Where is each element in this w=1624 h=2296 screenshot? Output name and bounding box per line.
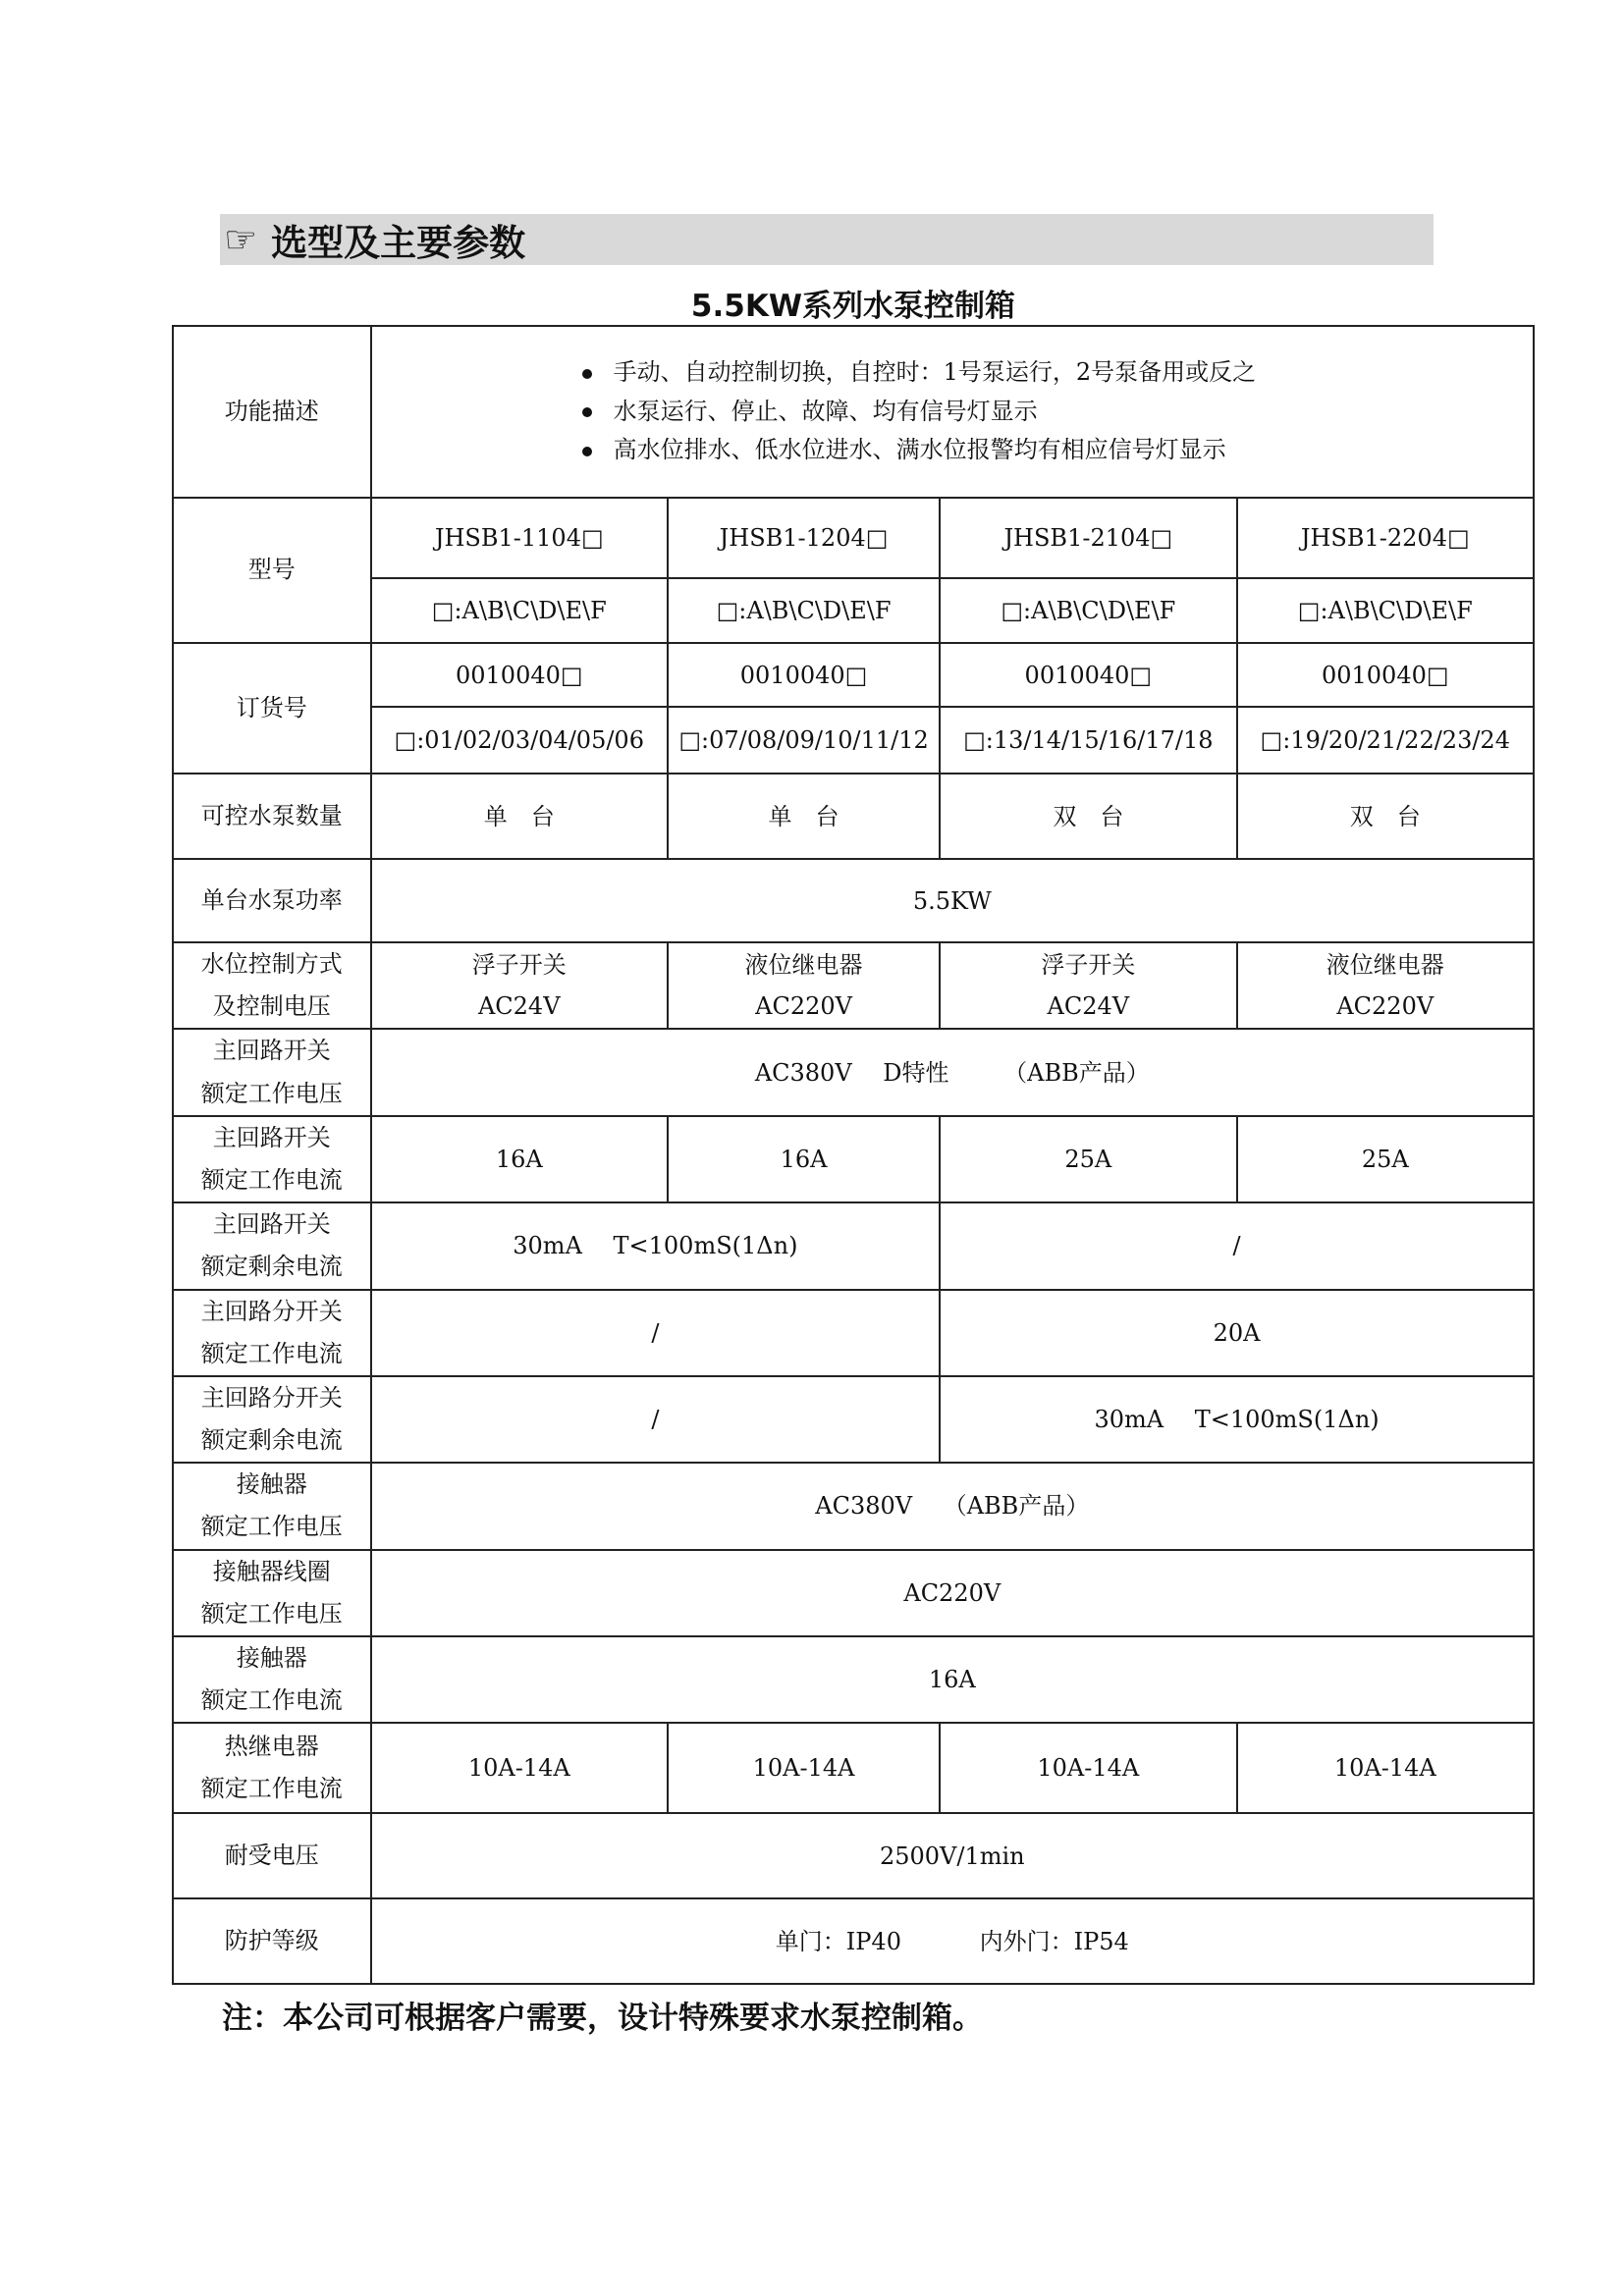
pump-power: 5.5KW xyxy=(371,859,1534,942)
row-label: 可控水泵数量 xyxy=(173,774,371,859)
list-item: 高水位排水、低水位进水、满水位报警均有相应信号灯显示 xyxy=(582,431,1529,470)
model-options: □:A\B\C\D\E\F xyxy=(668,578,940,643)
pump-count: 单 台 xyxy=(371,774,668,859)
model-options: □:A\B\C\D\E\F xyxy=(371,578,668,643)
table-row xyxy=(173,707,1534,774)
table-row xyxy=(173,1898,1534,1984)
protection-grade: 单门：IP40 内外门：IP54 xyxy=(371,1898,1534,1984)
coil-voltage: AC220V xyxy=(371,1550,1534,1636)
table-row xyxy=(173,1550,1534,1636)
row-label: 热继电器 额定工作电流 xyxy=(173,1723,371,1813)
level-control-cell: 液位继电器 AC220V xyxy=(668,942,940,1029)
main-switch-residual: / xyxy=(940,1202,1534,1289)
model-code: JHSB1-1104□ xyxy=(371,498,668,578)
thermal-relay-current: 10A-14A xyxy=(1237,1723,1534,1813)
table-row xyxy=(173,578,1534,643)
model-options: □:A\B\C\D\E\F xyxy=(940,578,1236,643)
contactor-current: 16A xyxy=(371,1636,1534,1723)
table-row xyxy=(173,1636,1534,1723)
order-options: □:19/20/21/22/23/24 xyxy=(1237,707,1534,774)
order-code: 0010040□ xyxy=(371,643,668,707)
thermal-relay-current: 10A-14A xyxy=(940,1723,1236,1813)
level-control-cell: 浮子开关 AC24V xyxy=(940,942,1236,1029)
row-label: 耐受电压 xyxy=(173,1813,371,1898)
order-options: □:13/14/15/16/17/18 xyxy=(940,707,1236,774)
branch-switch-residual: / xyxy=(371,1376,941,1463)
order-options: □:07/08/09/10/11/12 xyxy=(668,707,940,774)
order-code: 0010040□ xyxy=(1237,643,1534,707)
model-code: JHSB1-1204□ xyxy=(668,498,940,578)
main-switch-current: 25A xyxy=(1237,1116,1534,1202)
branch-switch-current: 20A xyxy=(940,1290,1534,1376)
branch-switch-current: / xyxy=(371,1290,941,1376)
row-label: 接触器 额定工作电压 xyxy=(173,1463,371,1549)
list-item: 水泵运行、停止、故障、均有信号灯显示 xyxy=(582,393,1529,432)
table-row xyxy=(173,1463,1534,1549)
row-label: 功能描述 xyxy=(173,326,371,498)
bullet-icon xyxy=(582,447,592,456)
order-code: 0010040□ xyxy=(668,643,940,707)
level-control-cell: 液位继电器 AC220V xyxy=(1237,942,1534,1029)
function-description xyxy=(371,326,1534,498)
table-row xyxy=(173,1202,1534,1289)
table-row xyxy=(173,1290,1534,1376)
table-row xyxy=(173,1029,1534,1115)
row-label: 主回路开关 额定工作电压 xyxy=(173,1029,371,1115)
row-label: 型号 xyxy=(173,498,371,643)
table-row xyxy=(173,498,1534,578)
model-code: JHSB1-2204□ xyxy=(1237,498,1534,578)
row-label: 主回路开关 额定剩余电流 xyxy=(173,1202,371,1289)
pump-count: 双 台 xyxy=(940,774,1236,859)
model-options: □:A\B\C\D\E\F xyxy=(1237,578,1534,643)
order-code: 0010040□ xyxy=(940,643,1236,707)
contactor-voltage: AC380V （ABB产品） xyxy=(371,1463,1534,1549)
row-label: 单台水泵功率 xyxy=(173,859,371,942)
row-label: 主回路分开关 额定剩余电流 xyxy=(173,1376,371,1463)
row-label: 订货号 xyxy=(173,643,371,774)
spec-table xyxy=(172,325,1535,1985)
table-row xyxy=(173,326,1534,498)
main-switch-current: 16A xyxy=(371,1116,668,1202)
row-label: 接触器 额定工作电流 xyxy=(173,1636,371,1723)
thermal-relay-current: 10A-14A xyxy=(668,1723,940,1813)
table-row xyxy=(173,774,1534,859)
row-label: 接触器线圈 额定工作电压 xyxy=(173,1550,371,1636)
pump-count: 单 台 xyxy=(668,774,940,859)
table-row xyxy=(173,643,1534,707)
order-options: □:01/02/03/04/05/06 xyxy=(371,707,668,774)
section-header xyxy=(220,214,1434,265)
list-item: 手动、自动控制切换，自控时：1号泵运行，2号泵备用或反之 xyxy=(582,353,1529,393)
main-switch-current: 25A xyxy=(940,1116,1236,1202)
table-title: 5.5KW系列水泵控制箱 xyxy=(690,289,1016,324)
row-label: 主回路分开关 额定工作电流 xyxy=(173,1290,371,1376)
table-row xyxy=(173,1376,1534,1463)
branch-switch-residual: 30mA T<100mS(1Δn) xyxy=(940,1376,1534,1463)
hand-pointing-icon: ☞ xyxy=(224,218,258,261)
table-row xyxy=(173,1813,1534,1898)
main-switch-residual: 30mA T<100mS(1Δn) xyxy=(371,1202,941,1289)
table-row xyxy=(173,1116,1534,1202)
row-label: 防护等级 xyxy=(173,1898,371,1984)
main-switch-current: 16A xyxy=(668,1116,940,1202)
footnote: 注：本公司可根据客户需要，设计特殊要求水泵控制箱。 xyxy=(222,2001,983,2036)
main-switch-voltage: AC380V D特性 （ABB产品） xyxy=(371,1029,1534,1115)
model-code: JHSB1-2104□ xyxy=(940,498,1236,578)
bullet-icon xyxy=(582,407,592,417)
section-title: 选型及主要参数 xyxy=(271,222,526,264)
level-control-cell: 浮子开关 AC24V xyxy=(371,942,668,1029)
thermal-relay-current: 10A-14A xyxy=(371,1723,668,1813)
bullet-icon xyxy=(582,369,592,379)
pump-count: 双 台 xyxy=(1237,774,1534,859)
withstand-voltage: 2500V/1min xyxy=(371,1813,1534,1898)
row-label: 主回路开关 额定工作电流 xyxy=(173,1116,371,1202)
row-label: 水位控制方式 及控制电压 xyxy=(173,942,371,1029)
table-row xyxy=(173,859,1534,942)
table-row xyxy=(173,942,1534,1029)
table-row xyxy=(173,1723,1534,1813)
